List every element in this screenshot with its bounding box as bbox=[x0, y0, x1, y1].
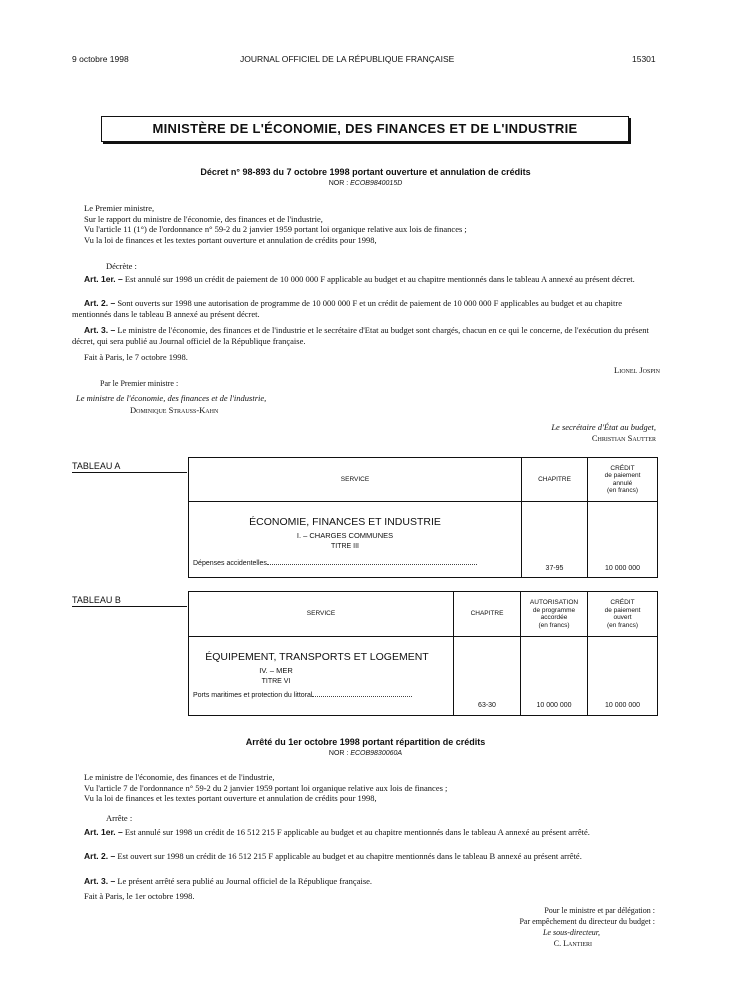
preamble-line: Vu la loi de finances et les textes portant ouverture et annulation de crédits pour 1998, bbox=[84, 793, 377, 803]
secretary-name: Christian Sautter bbox=[591, 433, 656, 443]
article-text: Le ministre de l'économie, des finances et de l'industrie et le secrétaire d'Etat au budget sont chargés, chacun en ce qui le concerne, de l'exécution du présent décret, qui sera publié au Journal officiel de la République française. bbox=[72, 325, 649, 346]
article-label: Art. 3. – bbox=[84, 325, 116, 335]
row-label-text: Ports maritimes et protection du littoral bbox=[193, 692, 313, 699]
col-header-chapitre: CHAPITRE bbox=[454, 592, 521, 637]
decret-nor bbox=[72, 180, 659, 187]
header-date: 9 octobre 1998 bbox=[72, 54, 129, 64]
article-text: Est annulé sur 1998 un crédit de paiement de 10 000 000 F applicable au budget et au chapitre mentionnés dans le tableau A annexé au présent décret. bbox=[124, 274, 635, 284]
arrete-word: Arrête : bbox=[106, 813, 133, 823]
header-page-number: 15301 bbox=[632, 54, 656, 64]
titre-label: TITRE VI bbox=[261, 678, 291, 685]
arrete-article-1 bbox=[72, 827, 659, 838]
preamble-line: Vu la loi de finances et les textes portant ouverture et annulation de crédits pour 1998, bbox=[84, 234, 377, 245]
tableau-b-label: TABLEAU B bbox=[72, 595, 187, 607]
chapitre-cell: 63-30 bbox=[454, 637, 521, 716]
titre-label: TITRE III bbox=[331, 543, 359, 550]
article-text: Est annulé sur 1998 un crédit de 16 512 215 F applicable au budget et au chapitre mentionnés dans le tableau A annexé au présent arrêté. bbox=[124, 827, 590, 837]
col-header-credit: CRÉDIT de paiement annulé (en francs) bbox=[588, 458, 658, 502]
section-title: ÉQUIPEMENT, TRANSPORTS ET LOGEMENT bbox=[205, 651, 429, 663]
article-text: Est ouvert sur 1998 un crédit de 16 512 215 F applicable au budget et au chapitre mentionnés dans le tableau B annexé au présent arrêté. bbox=[117, 851, 582, 861]
article-label: Art. 2. – bbox=[84, 851, 116, 861]
arrete-preamble bbox=[84, 772, 659, 804]
par-le-premier-ministre: Par le Premier ministre : bbox=[100, 379, 179, 388]
arrete-sig-line2: Par empêchement du directeur du budget : bbox=[519, 917, 655, 926]
preamble-line: Le Premier ministre, bbox=[84, 203, 155, 213]
arrete-nor-label: NOR : bbox=[328, 750, 349, 757]
decret-article-3 bbox=[72, 325, 659, 346]
header-journal: JOURNAL OFFICIEL DE LA RÉPUBLIQUE FRANÇAISE bbox=[240, 54, 455, 64]
decret-nor-label: NOR : bbox=[328, 180, 349, 187]
table-row-label bbox=[193, 560, 517, 567]
decret-fait: Fait à Paris, le 7 octobre 1998. bbox=[84, 352, 188, 362]
col-header-service: SERVICE bbox=[189, 592, 454, 637]
subsection-title: I. – CHARGES COMMUNES bbox=[296, 531, 394, 540]
chapitre-cell: 37-95 bbox=[522, 502, 588, 578]
col-header-autorisation: AUTORISATION de programme accordée (en francs) bbox=[521, 592, 588, 637]
subsection-title: IV. – MER bbox=[259, 666, 293, 675]
secretary-title: Le secrétaire d'État au budget, bbox=[551, 422, 656, 432]
article-label: Art. 2. – bbox=[84, 298, 116, 308]
tableau-a bbox=[188, 457, 658, 578]
signature-pm: Lionel Jospin bbox=[614, 365, 660, 375]
section-title: ÉCONOMIE, FINANCES ET INDUSTRIE bbox=[249, 516, 441, 528]
credit-cell: 10 000 000 bbox=[588, 502, 658, 578]
leader-dots bbox=[267, 564, 477, 565]
preamble-line: Le ministre de l'économie, des finances et de l'industrie, bbox=[84, 772, 275, 782]
decret-article-1 bbox=[72, 274, 659, 285]
article-text: Le présent arrêté sera publié au Journal officiel de la République française. bbox=[117, 876, 373, 886]
autorisation-cell: 10 000 000 bbox=[521, 637, 588, 716]
article-text: Sont ouverts sur 1998 une autorisation de programme de 10 000 000 F et un crédit de paiement de 10 000 000 F applicables au budget et au chapitre mentionnés dans le tableau B annexé au présent décret. bbox=[72, 298, 622, 319]
leader-dots bbox=[312, 696, 412, 697]
article-label: Art. 1er. – bbox=[84, 827, 123, 837]
article-label: Art. 1er. – bbox=[84, 274, 123, 284]
credit-cell: 10 000 000 bbox=[588, 637, 658, 716]
service-cell bbox=[189, 502, 522, 578]
article-label: Art. 3. – bbox=[84, 876, 116, 886]
preamble-line: Sur le rapport du ministre de l'économie, des finances et de l'industrie, bbox=[84, 213, 323, 224]
preamble-line: Vu l'article 11 (1°) de l'ordonnance n° 59-2 du 2 janvier 1959 portant loi organique relative aux lois de finances ; bbox=[84, 224, 467, 234]
arrete-nor-code: ECOB9830060A bbox=[350, 750, 403, 757]
arrete-article-2 bbox=[72, 851, 659, 862]
arrete-title: Arrêté du 1er octobre 1998 portant répartition de crédits bbox=[245, 737, 486, 747]
decret-preamble bbox=[84, 203, 659, 245]
arrete-fait: Fait à Paris, le 1er octobre 1998. bbox=[84, 891, 195, 901]
decret-article-2 bbox=[72, 298, 659, 319]
arrete-sig-line1: Pour le ministre et par délégation : bbox=[544, 906, 655, 915]
ministry-title: MINISTÈRE DE L'ÉCONOMIE, DES FINANCES ET DE L'INDUSTRIE bbox=[152, 121, 578, 136]
table-row-label bbox=[193, 692, 449, 699]
arrete-sig-line3: Le sous-directeur, bbox=[542, 928, 600, 937]
decret-title: Décret n° 98-893 du 7 octobre 1998 portant ouverture et annulation de crédits bbox=[200, 167, 531, 177]
col-header-service: SERVICE bbox=[189, 458, 522, 502]
service-cell bbox=[189, 637, 454, 716]
minister-title: Le ministre de l'économie, des finances et de l'industrie, bbox=[76, 393, 267, 403]
col-header-chapitre: CHAPITRE bbox=[522, 458, 588, 502]
decret-nor-code: ECOB9840015D bbox=[350, 180, 403, 187]
arrete-article-3 bbox=[72, 876, 659, 887]
row-label-text: Dépenses accidentelles bbox=[193, 560, 267, 567]
arrete-nor bbox=[72, 750, 659, 757]
arrete-sig-line4: C. Lantieri bbox=[553, 939, 592, 948]
tableau-a-label: TABLEAU A bbox=[72, 461, 187, 473]
tableau-b bbox=[188, 591, 658, 716]
decrete-word: Décrète : bbox=[106, 261, 137, 271]
ministry-banner bbox=[101, 116, 629, 142]
minister-name: Dominique Strauss-Kahn bbox=[130, 405, 219, 415]
col-header-credit: CRÉDIT de paiement ouvert (en francs) bbox=[588, 592, 658, 637]
preamble-line: Vu l'article 7 de l'ordonnance n° 59-2 du 2 janvier 1959 portant loi organique relative aux lois de finances ; bbox=[84, 782, 448, 793]
